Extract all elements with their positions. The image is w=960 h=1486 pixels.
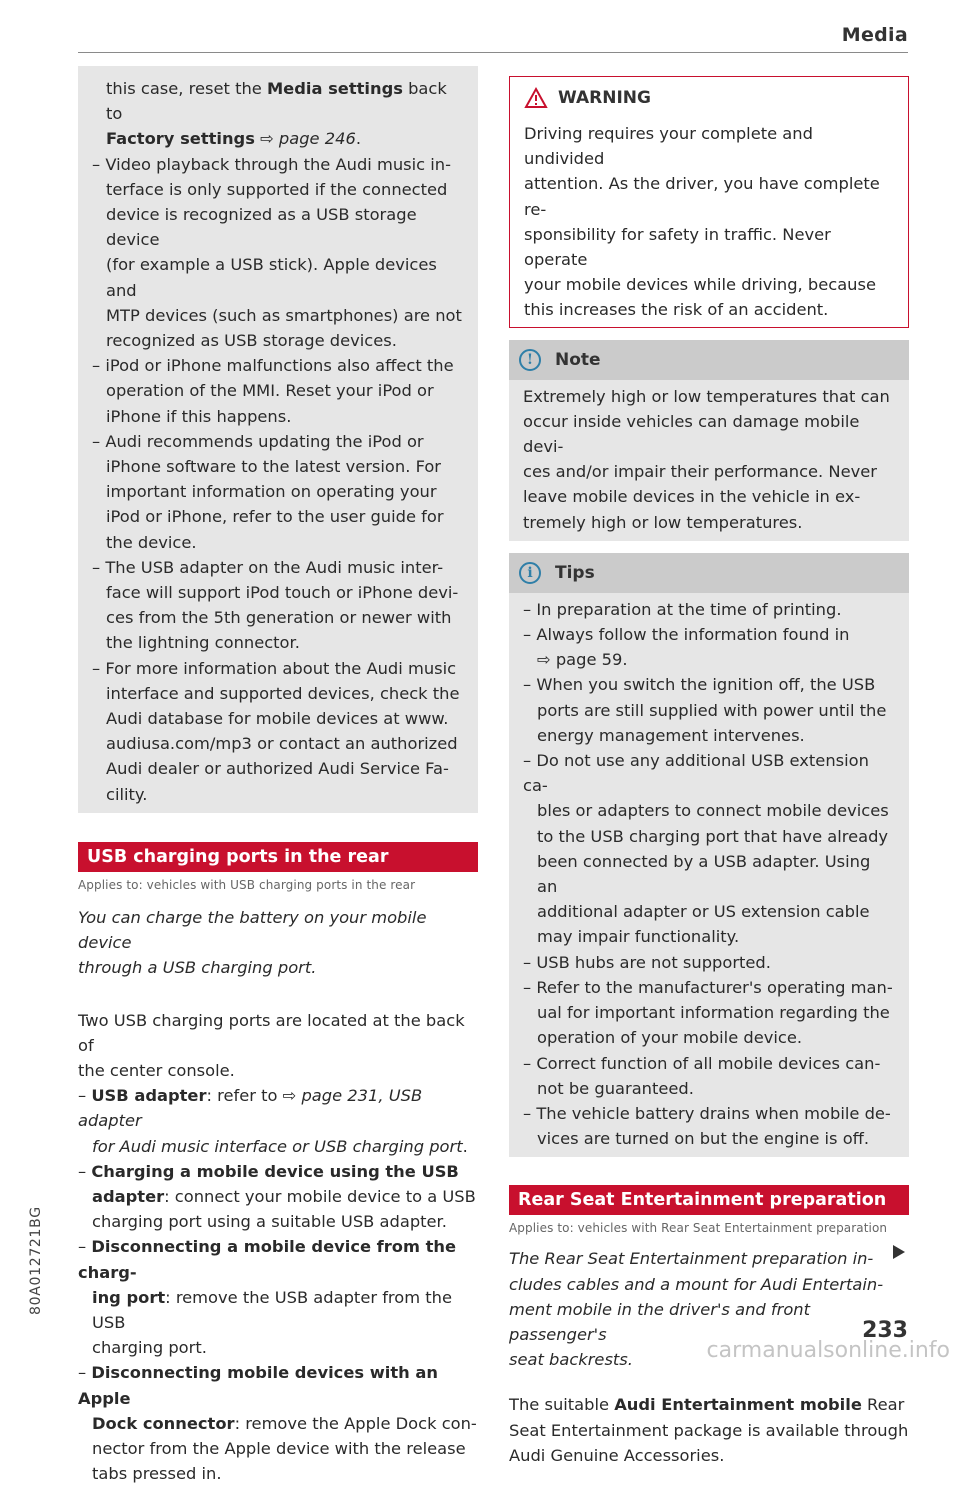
list-item: – USB adapter: refer to ⇨ page 231, USB adapter for Audi music interface or USB charging port. [78,1086,468,1156]
text-line: audiusa.com/mp3 or contact an authorized [106,734,458,754]
text-line: Audi database for mobile devices at www. [106,709,449,729]
text-line: been connected by a USB adapter. Using an [537,851,871,897]
tips-header [509,553,909,593]
text-line: interface and supported devices, check the [106,683,460,703]
text-line: – For more information about the Audi music [92,658,457,678]
text-line: – Always follow the information found in [523,625,850,645]
text-line: iPod or iPhone, refer to the user guide for [106,507,444,527]
note-title: Note [555,349,601,370]
warning-text [510,119,908,327]
continued-note-box [78,66,478,813]
note-text [509,380,909,541]
box-line: this case, reset the Media settings back to [106,79,447,124]
list-item [523,950,895,975]
text-line: Audi dealer or authorized Audi Service Fa- [106,759,449,779]
list-item [523,748,895,950]
text-line: (for example a USB stick). Apple devices and [106,255,437,300]
list-item [523,597,895,622]
text-line: ports are still supplied with power until the [537,700,887,720]
list-item [523,1101,895,1151]
text-line: ual for important information regarding the [537,1003,890,1023]
text-line: sponsibility for safety in traffic. Never operate [524,224,831,270]
warning-box [509,76,909,328]
list-item [92,353,464,429]
applies-to-rse: Applies to: vehicles with Rear Seat Entertainment preparation [509,1221,888,1236]
list-item: – Charging a mobile device using the USB adapter: connect your mobile device to a USB charging port using a suitable USB adapter. [78,1161,476,1232]
text-line: Driving requires your complete and undivided [524,124,813,169]
side-code: 80A012721BG [28,1206,44,1315]
body-usb: Two USB charging ports are located at the back of the center console. [78,1010,465,1080]
text-line: ces from the 5th generation or newer with [106,608,452,628]
tips-text [509,593,909,1157]
continue-arrow-icon [893,1245,905,1259]
text-line: the device. [106,532,197,552]
note-header [509,340,909,380]
text-line: tremely high or low temperatures. [523,512,803,532]
text-line: device is recognized as a USB storage device [106,205,417,250]
list-item: – Disconnecting mobile devices with an Apple Dock connector: remove the Apple Dock con- nector from the Apple device with the release tabs pressed in. [78,1363,477,1484]
watermark: carmanualsonline.info [706,1338,950,1363]
info-icon: i [519,562,541,584]
text-line: additional adapter or US extension cable [537,902,870,922]
header-title: Media [841,24,908,46]
list-item [92,429,464,555]
text-line: ⇨ page 59. [537,650,628,670]
text-line: operation of your mobile device. [537,1028,803,1048]
text-line: – The vehicle battery drains when mobile de- [523,1103,891,1123]
right-column [509,76,909,1468]
text-line: energy management intervenes. [537,725,805,745]
text-line: the lightning connector. [106,633,300,653]
list-item [92,555,464,656]
exclamation-icon: ! [519,349,541,371]
text-line: – The USB adapter on the Audi music inter- [92,557,444,577]
list-item: – Disconnecting a mobile device from the charg- ing port: remove the USB adapter from the USB charging port. [78,1237,457,1358]
text-line: recognized as USB storage devices. [106,331,397,351]
warning-title: WARNING [558,88,651,108]
text-line: seat backrests. [509,1350,633,1370]
page-number: 233 [862,1318,908,1343]
text-line: – Audi recommends updating the iPod or [92,431,424,451]
text-line: – Refer to the manufacturer's operating man- [523,977,893,997]
text-line: important information on operating your [106,482,437,502]
header-rule [78,52,908,53]
text-line: bles or adapters to connect mobile devices [537,801,889,821]
list-item [523,1051,895,1101]
text-line: – Correct function of all mobile devices can- [523,1053,881,1073]
text-line: face will support iPod touch or iPhone devi- [106,583,459,603]
text-line: – When you switch the ignition off, the USB [523,675,876,695]
text-line: leave mobile devices in the vehicle in ex- [523,487,861,507]
text-line: iPhone software to the latest version. For [106,457,442,477]
text-line: attention. As the driver, you have complete re- [524,174,880,219]
text-line: terface is only supported if the connected [106,179,448,199]
usb-items [78,1083,478,1486]
list-item [523,975,895,1051]
text-line: this increases the risk of an accident. [524,300,829,320]
box-bullets [92,152,464,807]
list-item [523,622,895,672]
text-line: your mobile devices while driving, because [524,275,877,295]
applies-to-usb: Applies to: vehicles with USB charging ports in the rear [78,877,416,892]
section-title-rse: Rear Seat Entertainment preparation [509,1185,909,1215]
box-line: Factory settings ⇨ page 246. [106,129,362,149]
warning-header [510,77,908,119]
body-rse: The suitable Audi Entertainment mobile Rear Seat Entertainment package is available through Audi Genuine Accessories. [509,1395,909,1465]
text-line: cility. [106,784,148,804]
list-item [523,672,895,748]
warning-icon [524,87,548,109]
list-item [92,152,464,354]
text-line: cludes cables and a mount for Audi Entertain- [509,1274,884,1294]
section-title-usb: USB charging ports in the rear [78,842,478,872]
text-line: may impair functionality. [537,927,740,947]
text-line: – Video playback through the Audi music in- [92,154,452,174]
left-column [78,66,478,1486]
text-line: to the USB charging port that have already [537,826,889,846]
text-line: vices are turned on but the engine is off. [537,1129,870,1149]
text-line: The Rear Seat Entertainment preparation in- [509,1249,874,1269]
text-line: – Do not use any additional USB extension ca- [523,751,869,796]
text-line: iPhone if this happens. [106,406,292,426]
list-item [92,656,464,807]
intro-usb: You can charge the battery on your mobile device through a USB charging port. [78,907,427,978]
text-line: ces and/or impair their performance. Never [523,462,877,482]
text-line: occur inside vehicles can damage mobile devi- [523,411,860,457]
text-line: MTP devices (such as smartphones) are not [106,305,462,325]
text-line: operation of the MMI. Reset your iPod or [106,381,434,401]
tips-title: Tips [555,562,595,583]
text-line: – iPod or iPhone malfunctions also affect the [92,356,454,376]
text-line: Extremely high or low temperatures that can [523,386,890,406]
text-line: not be guaranteed. [537,1078,694,1098]
text-line: ment mobile in the driver's and front passenger's [509,1299,810,1344]
text-line: – USB hubs are not supported. [523,952,771,972]
text-line: – In preparation at the time of printing. [523,599,842,619]
